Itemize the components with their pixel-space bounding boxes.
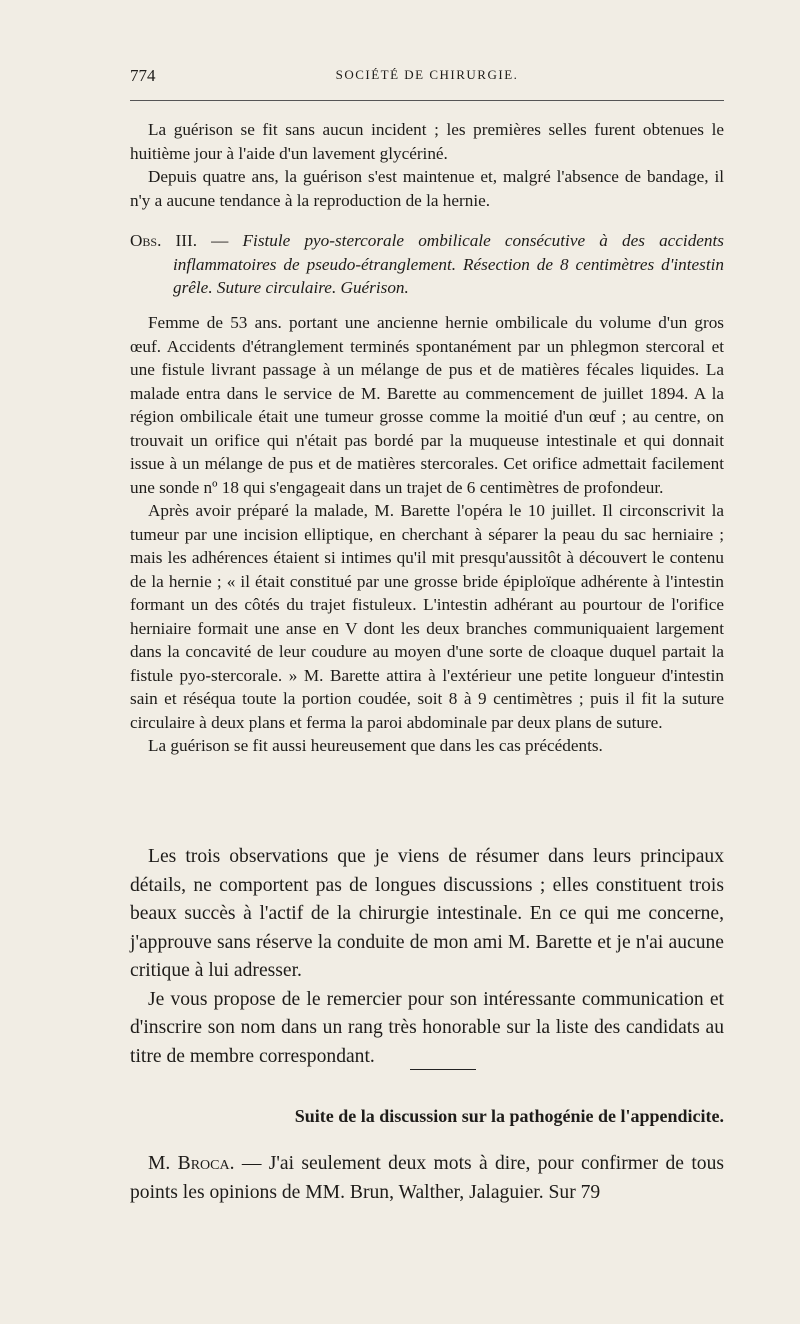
paragraph-block-2 xyxy=(130,311,724,758)
paragraph-block-3 xyxy=(130,843,724,1071)
paragraph-block-4 xyxy=(130,1150,724,1207)
speaker-name: M. Broca. xyxy=(148,1153,235,1174)
running-title: SOCIÉTÉ DE CHIRURGIE. xyxy=(335,67,519,82)
speech-text: — J'ai seulement deux mots à dire, pour confirmer de tous points les opinions de MM. Brun, Walther, Jalaguier. Sur 79 xyxy=(130,1153,724,1203)
observation-heading xyxy=(130,229,724,300)
paragraph-block-1 xyxy=(130,118,724,212)
header-rule xyxy=(130,100,724,101)
observation-title xyxy=(130,229,724,300)
paragraph: La guérison se fit aussi heureusement que dans les cas précédents. xyxy=(148,736,603,755)
section-divider xyxy=(410,1069,476,1070)
paragraph: Depuis quatre ans, la guérison s'est maintenue et, malgré l'absence de bandage, il n'y a aucune tendance à la reproduction de la hernie. xyxy=(130,167,724,210)
paragraph: Femme de 53 ans. portant une ancienne hernie ombilicale du volume d'un gros œuf. Accidents d'étranglement terminés spontanément par un phlegmon stercoral et une fistule livrant passage à un mélange de pus et de matières fécales liquides. La malade entra dans le service de M. Barette au commencement de juillet 1894. A la région ombilicale était une tumeur grosse comme la moitié d'un œuf ; au centre, on trouvait un orifice qui n'était pas bordé par la muqueuse intestinale et qui donnait issue à un mélange de pus et de matières stercorales. Cet orifice admettait facilement une sonde nº 18 qui s'engageait dans un trajet de 6 centimètres de profondeur. xyxy=(130,313,724,497)
section-heading: Suite de la discussion sur la pathogénie de l'appendicite. xyxy=(294,1106,724,1126)
paragraph: Je vous propose de le remercier pour son intéressante communication et d'inscrire son nom dans un rang très honorable sur la liste des candidats au titre de membre correspondant. xyxy=(130,988,724,1067)
paragraph: Les trois observations que je viens de résumer dans leurs principaux détails, ne comportent pas de longues discussions ; elles constituent trois beaux succès à l'actif de la chirurgie intestinale. En ce qui me concerne, j'approuve sans réserve la conduite de mon ami M. Barette et je n'ai aucune critique à lui adresser. xyxy=(130,846,724,981)
observation-label: Obs. III. — xyxy=(130,231,243,250)
running-header xyxy=(130,66,724,86)
paragraph: La guérison se fit sans aucun incident ; les premières selles furent obtenues le huitième jour à l'aide d'un lavement glycériné. xyxy=(130,120,724,163)
paragraph xyxy=(130,1150,724,1207)
page-number: 774 xyxy=(130,66,156,85)
paragraph: Après avoir préparé la malade, M. Barette l'opéra le 10 juillet. Il circonscrivit la tumeur par une incision elliptique, en cherchant à séparer la peau du sac herniaire ; mais les adhérences étaient si intimes qu'il mit presqu'aussitôt à découvert le contenu de la hernie ; « il était constitué par une grosse bride épiploïque adhérente à l'intestin formant un des côtés du trajet fistuleux. L'intestin adhérant au pourtour de l'orifice herniaire formait une anse en V dont les deux branches communiquaient largement dans la concavité de leur coudure au moyen d'une sorte de cloaque duquel partait la fistule pyo-stercorale. » M. Barette attira à l'extérieur une petite longueur d'intestin sain et réséqua toute la portion coudée, soit 8 à 9 centimètres ; puis il fit la suture circulaire à deux plans et ferma la paroi abdominale par deux plans de suture. xyxy=(130,501,724,732)
observation-title-text: Fistule pyo-stercorale ombilicale consécutive à des accidents inflammatoires de pseudo-étranglement. Résection de 8 centimètres d'intestin grêle. Suture circulaire. Guérison. xyxy=(173,231,724,297)
